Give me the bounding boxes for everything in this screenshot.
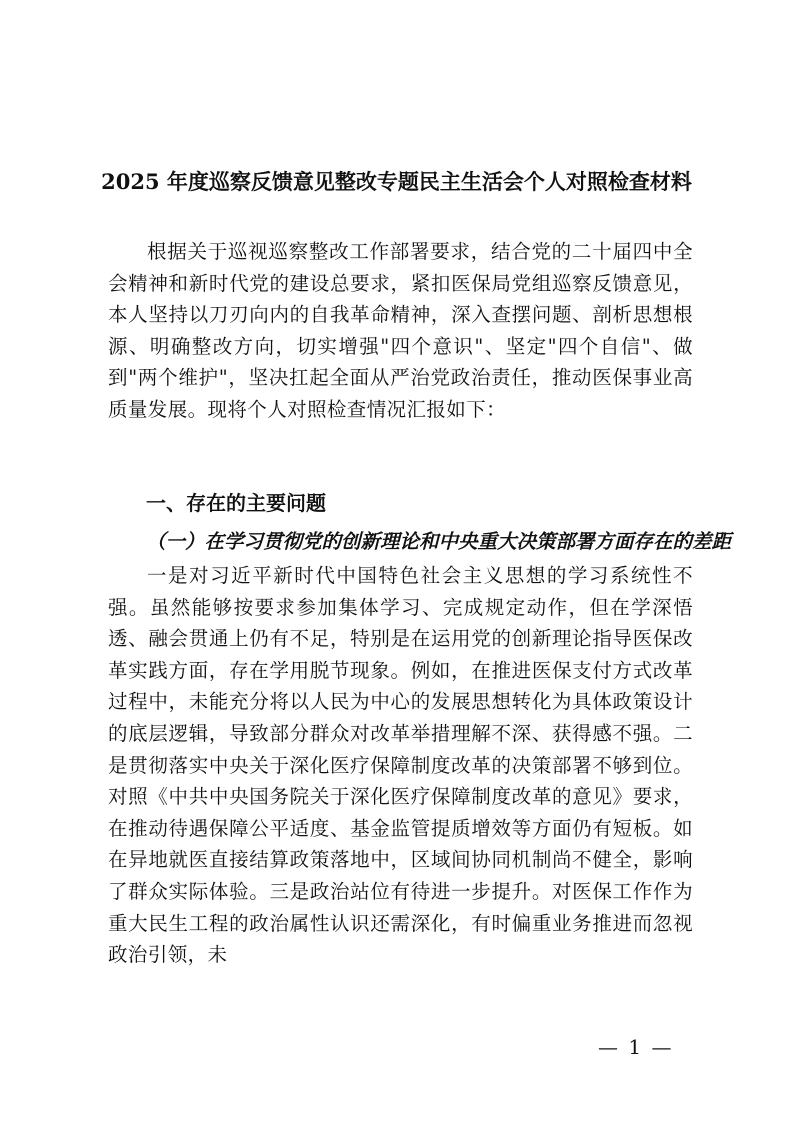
section-heading: 一、存在的主要问题	[146, 491, 326, 515]
body-block	[108, 560, 693, 971]
intro-paragraph: 根据关于巡视巡察整改工作部署要求，结合党的二十届四中全会精神和新时代党的建设总要求，紧扣医保局党组巡察反馈意见，本人坚持以刀刃向内的自我革命精神，深入查摆问题、剖析思想根源、明确整改方向，切实增强"四个意识"、坚定"四个自信"、做到"两个维护"，坚决扛起全面从严治党政治责任，推动医保事业高质量发展。现将个人对照检查情况汇报如下：	[108, 240, 693, 421]
subsection-heading: （一）在学习贯彻党的创新理论和中央重大决策部署方面存在的差距	[146, 530, 732, 553]
intro-block	[108, 236, 693, 425]
page-number: — 1 —	[598, 1035, 674, 1059]
document-title: 2025 年度巡察反馈意见整改专题民主生活会个人对照检查材料	[101, 169, 692, 194]
body-paragraph: 一是对习近平新时代中国特色社会主义思想的学习系统性不强。虽然能够按要求参加集体学习、完成规定动作，但在学深悟透、融会贯通上仍有不足，特别是在运用党的创新理论指导医保改革实践方面，存在学用脱节现象。例如，在推进医保支付方式改革过程中，未能充分将以人民为中心的发展思想转化为具体政策设计的底层逻辑，导致部分群众对改革举措理解不深、获得感不强。二是贯彻落实中央关于深化医疗保障制度改革的决策部署不够到位。对照《中共中央国务院关于深化医疗保障制度改革的意见》要求，在推动待遇保障公平适度、基金监管提质增效等方面仍有短板。如在异地就医直接结算政策落地中，区域间协同机制尚不健全，影响了群众实际体验。三是政治站位有待进一步提升。对医保工作作为重大民生工程的政治属性认识还需深化，有时偏重业务推进而忽视政治引领，未	[108, 564, 693, 967]
